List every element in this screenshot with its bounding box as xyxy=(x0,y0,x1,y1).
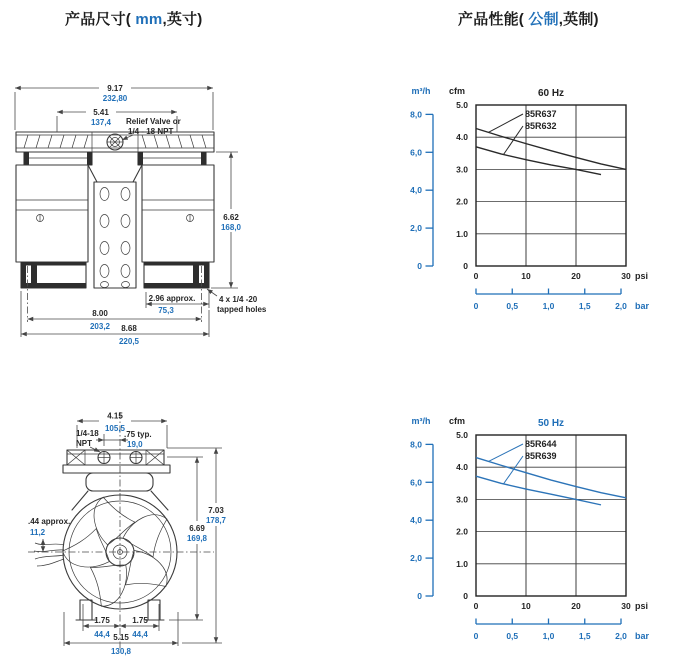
pump-front-art xyxy=(16,132,214,288)
y2-tick: 8,0 xyxy=(410,109,422,120)
perf-title-metric: 公制 xyxy=(528,11,559,28)
y-tick: 5.0 xyxy=(456,100,468,110)
x-tick: 20 xyxy=(571,271,581,281)
dim-foot-left-in: 1.75 xyxy=(94,616,110,625)
dim-port-span-mm: 137,4 xyxy=(90,118,112,127)
dim-port-offset-in: .75 typ. xyxy=(124,430,152,439)
curve-85R644 xyxy=(476,458,626,498)
curve-85R637 xyxy=(476,129,626,170)
relief-valve-label-1: Relief Valve or xyxy=(126,117,181,126)
x2-tick: 1,5 xyxy=(578,301,591,311)
npt-label-2: NPT xyxy=(76,439,92,448)
y-tick: 4.0 xyxy=(456,462,468,473)
dim-base-width-mm: 220,5 xyxy=(118,337,140,346)
y-tick: 2.0 xyxy=(456,526,468,537)
dim-mount-span-in: 8.00 xyxy=(92,309,108,318)
x2-tick: 0,5 xyxy=(506,301,519,311)
dim-mount-offset-in: 2.96 approx. xyxy=(148,294,196,303)
y-tick: 3.0 xyxy=(456,494,468,505)
dim-foot-left-mm: 44,4 xyxy=(94,630,110,639)
dim-foot-right-mm: 44,4 xyxy=(132,630,148,639)
y2-tick: 4,0 xyxy=(410,515,422,526)
dim-body-height-in: 6.69 xyxy=(189,524,205,533)
y2-tick: 6,0 xyxy=(410,477,422,488)
vent-slots xyxy=(100,188,130,288)
dim-port-span-in: 5.41 xyxy=(93,108,109,117)
x2-tick: 1,5 xyxy=(578,631,591,641)
front-view-drawing xyxy=(0,60,300,352)
x2-unit-label: bar xyxy=(635,301,650,311)
perf-title-text: 产品性能( xyxy=(458,11,529,28)
y2-unit-label: m³/h xyxy=(411,416,431,426)
y-tick: 1.0 xyxy=(456,558,468,569)
curve-85R632 xyxy=(476,147,601,175)
chart-title: 50 Hz xyxy=(537,418,565,429)
fan-blades xyxy=(60,496,170,610)
y-tick: 0 xyxy=(463,591,468,601)
section-title-performance xyxy=(458,8,599,29)
y2-tick: 2,0 xyxy=(410,223,422,234)
y2-unit-label: m³/h xyxy=(411,86,431,96)
y2-tick: 2,0 xyxy=(410,553,422,564)
dim-overall-width-mm: 232,80 xyxy=(102,94,128,103)
y-tick: 5.0 xyxy=(456,430,468,440)
x-tick: 20 xyxy=(571,601,581,611)
y-tick: 0 xyxy=(463,261,468,271)
dim-overall-height-mm: 178,7 xyxy=(205,516,227,525)
y-unit-label: cfm xyxy=(448,86,466,96)
performance-chart-50hz xyxy=(395,400,680,650)
curve-85R639 xyxy=(476,476,601,505)
dim-base-width-in: 8.68 xyxy=(121,324,137,333)
x2-tick: 2,0 xyxy=(615,301,627,311)
x2-unit-label: bar xyxy=(635,631,650,641)
y2-tick: 0 xyxy=(417,591,422,601)
x-tick: 30 xyxy=(621,271,631,281)
x2-tick: 1,0 xyxy=(542,631,555,641)
dim-title-mm: mm xyxy=(135,11,163,28)
y2-tick: 4,0 xyxy=(410,185,422,196)
x2-tick: 0 xyxy=(473,631,479,641)
series-label-85R644: 85R644 xyxy=(525,439,557,449)
dim-top-width-mm: 105,5 xyxy=(104,424,126,433)
dim-body-height-mm: 169,8 xyxy=(186,534,208,543)
y-tick: 3.0 xyxy=(456,164,468,175)
perf-title-suffix: ,英制) xyxy=(558,11,599,28)
dim-wire-mm: 11,2 xyxy=(30,528,46,537)
cover-ribs xyxy=(24,135,206,148)
series-label-85R632: 85R632 xyxy=(525,121,557,131)
dim-foot-right-in: 1.75 xyxy=(132,616,148,625)
side-view-drawing xyxy=(0,400,300,661)
dim-title-suffix: ,英寸) xyxy=(162,11,203,28)
x2-tick: 1,0 xyxy=(542,301,555,311)
x-tick: 30 xyxy=(621,601,631,611)
y2-tick: 6,0 xyxy=(410,147,422,158)
dim-height-mm: 168,0 xyxy=(220,223,242,232)
power-wires xyxy=(34,543,64,566)
x2-tick: 2,0 xyxy=(615,631,627,641)
relief-valve-label-2: 1/4 - 18 NPT xyxy=(128,127,174,136)
dim-base-width-in: 5.15 xyxy=(113,633,129,642)
front-view-dimensions xyxy=(15,84,267,346)
side-view-dimensions xyxy=(28,412,227,657)
y-tick: 4.0 xyxy=(456,132,468,143)
y-tick: 1.0 xyxy=(456,228,468,239)
section-title-dimensions xyxy=(65,8,202,29)
y-tick: 2.0 xyxy=(456,196,468,207)
relief-valve xyxy=(107,134,123,150)
chart-title: 60 Hz xyxy=(537,88,565,99)
x2-tick: 0 xyxy=(473,301,479,311)
x-tick: 0 xyxy=(473,271,479,281)
dim-mount-offset-mm: 75,3 xyxy=(158,306,174,315)
x-tick: 10 xyxy=(521,601,531,611)
dim-overall-height-in: 7.03 xyxy=(208,506,224,515)
dim-overall-width-in: 9.17 xyxy=(107,84,123,93)
x-tick: 10 xyxy=(521,271,531,281)
dim-top-width-in: 4.15 xyxy=(107,411,123,421)
series-label-85R639: 85R639 xyxy=(525,451,557,461)
y-unit-label: cfm xyxy=(448,416,466,426)
x2-tick: 0,5 xyxy=(506,631,519,641)
series-label-85R637: 85R637 xyxy=(525,109,557,119)
x-tick: 0 xyxy=(473,601,479,611)
x-unit-label: psi xyxy=(635,271,649,281)
tapped-holes-label-2: tapped holes xyxy=(217,305,267,314)
dim-wire-in: .44 approx. xyxy=(28,517,71,526)
y2-tick: 8,0 xyxy=(410,439,422,450)
npt-label-1: 1/4-18 xyxy=(76,429,99,438)
mounting-feet xyxy=(21,262,209,288)
dim-title-text: 产品尺寸( xyxy=(65,11,136,28)
performance-chart-60hz xyxy=(395,70,680,320)
tapped-holes-label-1: 4 x 1/4 -20 xyxy=(219,295,258,304)
dim-height-in: 6.62 xyxy=(223,213,239,222)
dim-port-offset-mm: 19,0 xyxy=(127,440,143,449)
x-unit-label: psi xyxy=(635,601,649,611)
dim-mount-span-mm: 203,2 xyxy=(89,322,111,331)
dim-base-width-mm: 130,8 xyxy=(110,647,132,656)
y2-tick: 0 xyxy=(417,261,422,271)
